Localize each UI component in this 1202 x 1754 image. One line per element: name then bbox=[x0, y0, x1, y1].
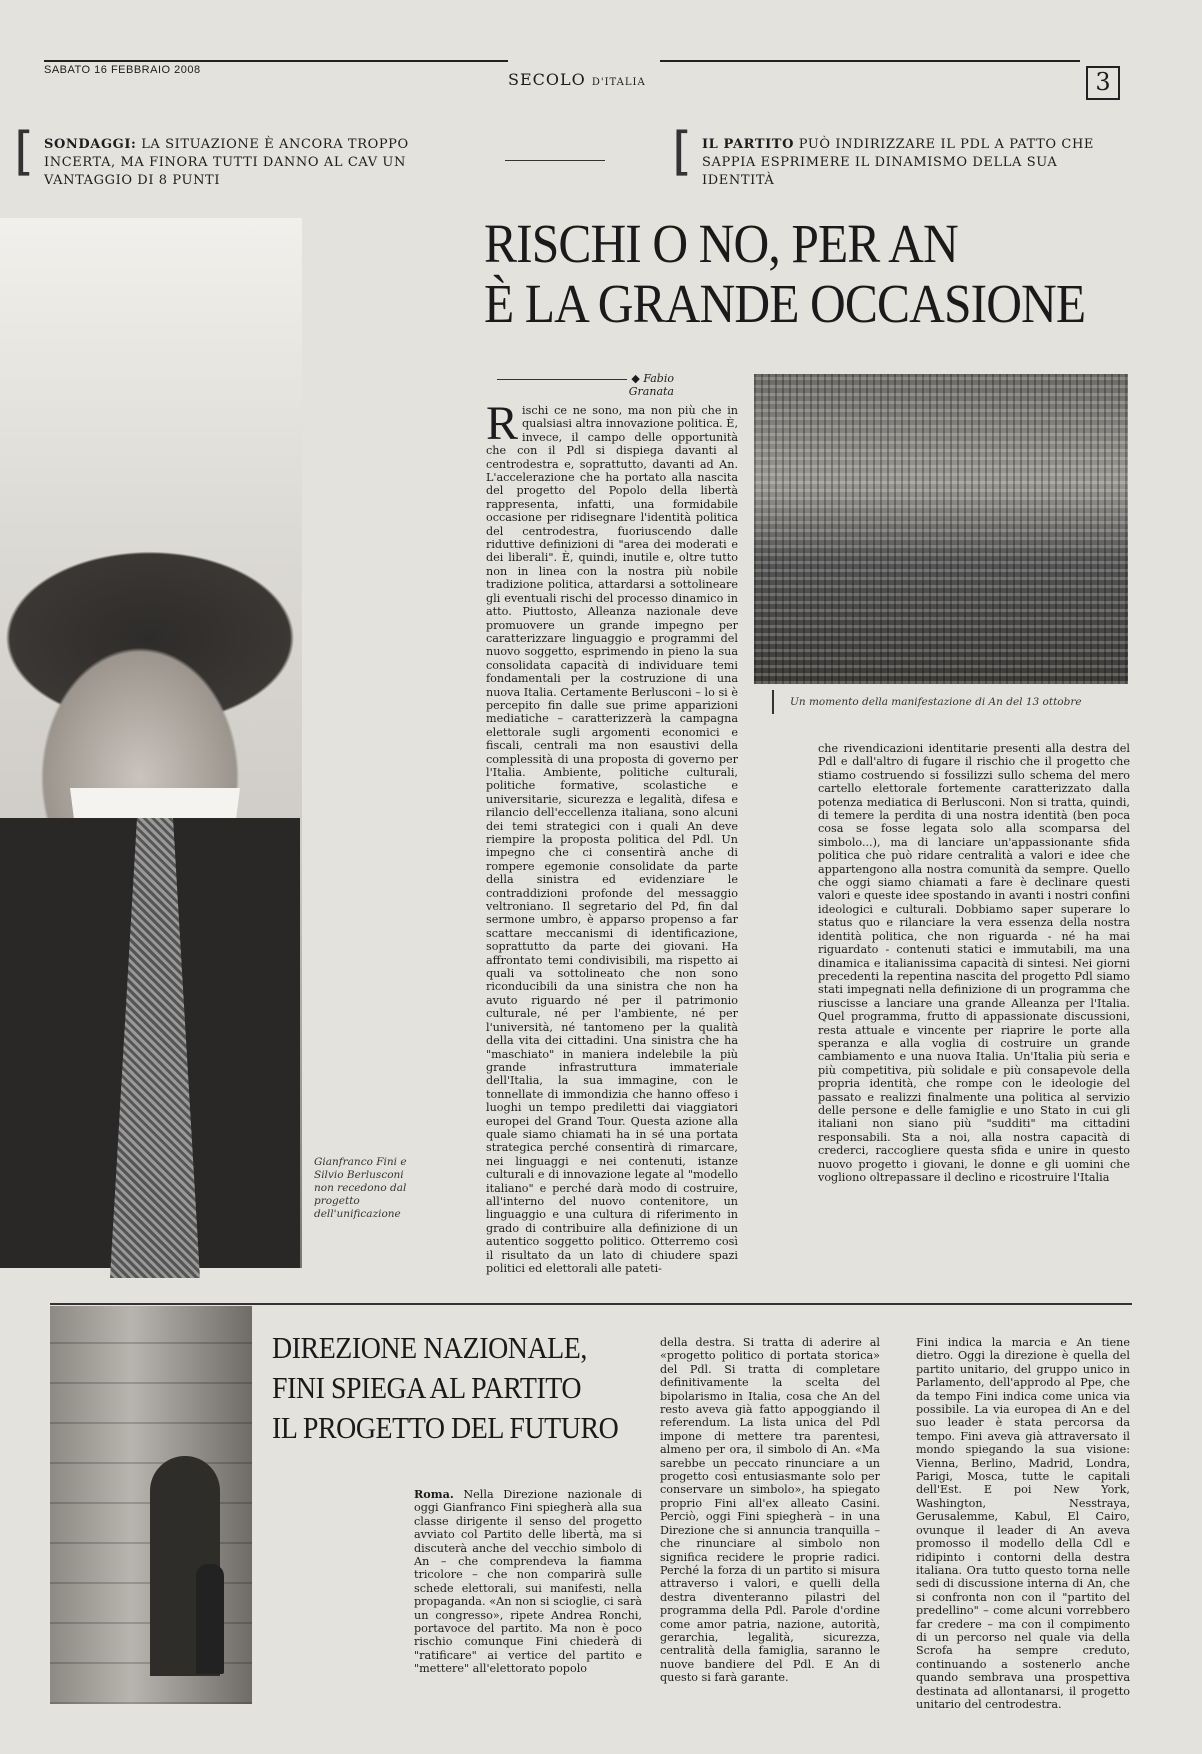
building-photo bbox=[50, 1306, 252, 1704]
left-kicker-bracket-icon: [ bbox=[14, 122, 35, 182]
right-kicker-bracket-icon: [ bbox=[672, 122, 693, 182]
second-headline-line3: IL PROGETTO DEL FUTURO bbox=[272, 1410, 619, 1445]
portrait-photo bbox=[0, 218, 302, 1268]
newspaper-name bbox=[508, 70, 646, 89]
page-number: 3 bbox=[1086, 66, 1120, 100]
main-headline-line1: RISCHI O NO, PER AN bbox=[484, 213, 958, 274]
second-headline bbox=[272, 1328, 618, 1448]
masthead-rule-right bbox=[660, 60, 1080, 62]
newspaper-name-main: SECOLO bbox=[508, 70, 586, 89]
right-kicker bbox=[702, 136, 1102, 190]
newspaper-name-suffix: D'ITALIA bbox=[591, 77, 646, 88]
right-kicker-label: IL PARTITO bbox=[702, 137, 794, 152]
right-kicker-text: PUÒ INDIRIZZARE IL PDL A PATTO CHE SAPPIA ESPRIMERE IL DINAMISMO DELLA SUA IDENTITÀ bbox=[702, 137, 1094, 188]
portrait-caption: Gianfranco Fini e Silvio Berlusconi non recedono dal progetto dell'unificazione bbox=[314, 1156, 407, 1220]
byline: ◆ Fabio Granata bbox=[486, 372, 674, 398]
crowd-caption-bar bbox=[772, 690, 774, 714]
byline-author: Fabio Granata bbox=[628, 372, 674, 398]
main-headline bbox=[484, 214, 1085, 334]
masthead-rule-left bbox=[44, 60, 508, 62]
main-article-col1-text: ischi ce ne sono, ma non più che in qualsiasi altra innovazione politica. È, invece, il campo delle opportunità che con il Pdl si dispiega davanti al centrodestra e, soprattutto, davanti ad An. L'accelerazione che ha portato alla nascita del progetto del Popolo della libertà rappresenta, infatti, una formidabile occasione per ridisegnare l'identità politica del centrodestra, fuoriuscendo dalle riduttive definizioni di "area dei moderati e dei liberali". È, quindi, inutile e, oltre tutto non in linea con la nostra più nobile tradizione politica, attardarsi a sottolineare gli eventuali rischi del processo dinamico in atto. Piuttosto, Alleanza nazionale deve promuovere un grande impegno per caratterizzare linguaggio e programmi del nuovo soggetto, esprimendo in pieno la sua consolidata capacità di individuare temi fondamentali per la costruzione di una nuova Italia. Certamente Berlusconi – lo si è percepito fin dalle sue prime apparizioni mediatiche – caratterizzerà la campagna elettorale sugli argomenti economici e fiscali, centrali ma non esaustivi della complessità di una proposta di governo per l'Italia. Ambiente, politiche culturali, politiche formative, scolastiche e universitarie, sicurezza e legalità, difesa e rilancio dell'eccellenza italiana, sono alcuni dei temi strategici con i quali An deve riempire la proposta politica del Pdl. Un impegno che ci consentirà anche di rompere egemonie consolidate da parte della sinistra ed evidenziare le contraddizioni profonde del messaggio veltroniano. Il segretario del Pd, fin dal sermone umbro, è apparso propenso a far scattare meccanismi di identificazione, soprattutto da parte dei giovani. Ha affrontato temi condivisibili, ma rispetto ai quali va sottolineato che non sono riconducibili da una sinistra che non ha avuto riguardo né per il patrimonio culturale, né per l'ambiente, né per l'università, né tantomeno per la qualità della vita dei cittadini. Una sinistra che ha "maschiato" in maniera indelebile la più grande infrastruttura immateriale dell'Italia, la sua immagine, con le tonnellate di immondizia che hanno offeso i luoghi un tempo prediletti dai viaggiatori europei del Grand Tour. Questa azione alla quale siamo chiamati ha in sé una portata strategica perché consentirà di rimarcare, nei linguaggi e nei contenuti, istanze culturali e di innovazione legate al "modello italiano" e perché darà modo di costruire, all'interno del nuovo contenitore, un linguaggio e una cultura di riferimento in grado di contribuire alla definizione di un autentico soggetto politico. Otterremo così il risultato da un lato di chiudere spazi politici ed elettorali alle pateti- bbox=[486, 404, 739, 1275]
main-article-column-1 bbox=[486, 397, 739, 1275]
left-kicker-text: LA SITUAZIONE È ANCORA TROPPO INCERTA, MA FINORA TUTTI DANNO AL CAV UN VANTAGGIO DI 8 PUNTI bbox=[44, 137, 409, 188]
byline-rule bbox=[497, 379, 627, 380]
second-article-col2-text: della destra. Si tratta di aderire al «progetto politico di portata storica» del Pdl. Si tratta di completare definitivamente la scelta del bipolarismo in Italia, cosa che An del resto aveva già fatto appoggiando il referendum. La lista unica del Pdl impone di mettere tra parentesi, almeno per ora, il simbolo di An. «Ma sarebbe un peccato rinunciare a un progetto così entusiasmante solo per conservare un simbolo», ha spiegato proprio Fini all'ex alleato Casini. Perciò, oggi Fini spiegherà – in una Direzione che si annuncia tranquilla – che rinunciare al simbolo non significa recidere le proprie radici. Perché la forza di un partito si misura attraverso i valori, e quelli della destra diventeranno pilastri del programma della Pdl. Parole d'ordine come amor patria, nazione, autorità, gerarchia, legalità, sicurezza, centralità della famiglia, saranno le nuove bandiere del Pdl. E An di questo si farà garante. bbox=[660, 1336, 880, 1685]
building-figure bbox=[196, 1564, 224, 1674]
second-article-dateline: Roma. bbox=[414, 1487, 454, 1501]
second-article-column-3 bbox=[916, 1336, 1130, 1711]
left-kicker-label: SONDAGGI: bbox=[44, 137, 137, 152]
second-article-col3-text: Fini indica la marcia e An tiene dietro. Oggi la direzione è quella del partito unitario, del gruppo unico in Parlamento, dell'approdo al Ppe, che da tempo Fini indica come unica via possibile. La via europea di An e del suo leader è stata percorsa da tempo. Fini aveva già attraversato il mondo spiegando la sua visione: Vienna, Berlino, Madrid, Londra, Parigi, Mosca, tutte le capitali dell'Est. E poi New York, Washington, Nesstraya, Gerusalemme, Kabul, El Cairo, ovunque il leader di An aveva promosso il modello della Cdl e ridipinto i contorni della destra italiana. Ora tutto questo torna nelle sedi di discussione interna di An, che si confronta non con il "partito del predellino" – come alcuni vorrebbero far credere – ma con il compimento di un percorso nel quale via della Scrofa ha sempre creduto, continuando a sostenerlo anche quando sembrava una prospettiva destinata ad allontanarsi, il progetto unitario del centrodestra. bbox=[916, 1336, 1130, 1711]
main-article-col2-text: che rivendicazioni identitarie presenti alla destra del Pdl e dall'altro di fugare il rischio che il progetto che stiamo costruendo si fossilizzi sullo schema del mero cartello elettorale fortemente caratterizzato dalla potenza mediatica di Berlusconi. Non si tratta, quindi, di temere la perdita di una nostra identità (ben poca cosa se fosse legata solo alla scomparsa del simbolo...), ma di lanciare un'appassionante sfida politica che può ridare centralità a valori e idee che appartengono alla nostra comunità da sempre. Quello che oggi siamo chiamati a fare è declinare questi valori e queste idee spostando in avanti i nostri confini ideologici e culturali. Dobbiamo saper superare lo status quo e rilanciare la vera essenza della nostra identità politica, che non riguarda - né ha mai riguardato - contenuti statici e immutabili, ma una dinamica e italianissima capacità di sintesi. Nei giorni precedenti la repentina nascita del progetto Pdl siamo stati impegnati nella definizione di un programma che riuscisse a lanciare una grande Alleanza per l'Italia. Quel programma, frutto di appassionate discussioni, resta attuale e vincente per riaprire le porte alla speranza e alla voglia di costruire un grande cambiamento e una nuova Italia. Un'Italia più seria e più competitiva, più solidale e più consapevole della propria identità, che rompe con le ideologie del passato e realizzi finalmente una politica al servizio delle persone e delle famiglie e uno Stato in cui gli italiani non siano più "sudditi" ma cittadini responsabili. Sta a noi, alla nostra capacità di crederci, raccogliere questa sfida e unire in questo nuovo progetto i giovani, le donne e gli uomini che vogliono oltrepassare il declino e ricostruire l'Italia bbox=[818, 742, 1130, 1184]
demonstration-photo bbox=[754, 374, 1128, 684]
section-divider bbox=[50, 1303, 1132, 1305]
main-article-column-2 bbox=[818, 742, 1130, 1272]
second-headline-line2: FINI SPIEGA AL PARTITO bbox=[272, 1370, 582, 1405]
left-kicker bbox=[44, 136, 484, 190]
dropcap-letter: R bbox=[486, 397, 519, 450]
second-article-column-2 bbox=[660, 1336, 880, 1696]
crowd-caption: Un momento della manifestazione di An del 13 ottobre bbox=[790, 696, 1082, 708]
issue-date: SABATO 16 FEBBRAIO 2008 bbox=[44, 64, 201, 76]
second-article-column-1 bbox=[414, 1488, 642, 1696]
kicker-divider bbox=[505, 160, 605, 161]
second-article-col1-text: Nella Direzione nazionale di oggi Gianfranco Fini spiegherà alla sua classe dirigente il senso del progetto avviato col Partito delle libertà, ma si discuterà anche del vecchio simbolo di An – che comprendeva la fiamma tricolore – che non comparirà sulle schede elettorali, sui manifesti, nella propaganda. «An non si scioglie, ci sarà un congresso», ripete Andrea Ronchi, portavoce del partito. Ma non è poco rischio comunque Fini chiederà di "ratificare" ai vertice del partito e "mettere" all'elettorato popolo bbox=[414, 1488, 642, 1676]
main-headline-line2: È LA GRANDE OCCASIONE bbox=[484, 273, 1086, 334]
second-headline-line1: DIREZIONE NAZIONALE, bbox=[272, 1330, 587, 1365]
